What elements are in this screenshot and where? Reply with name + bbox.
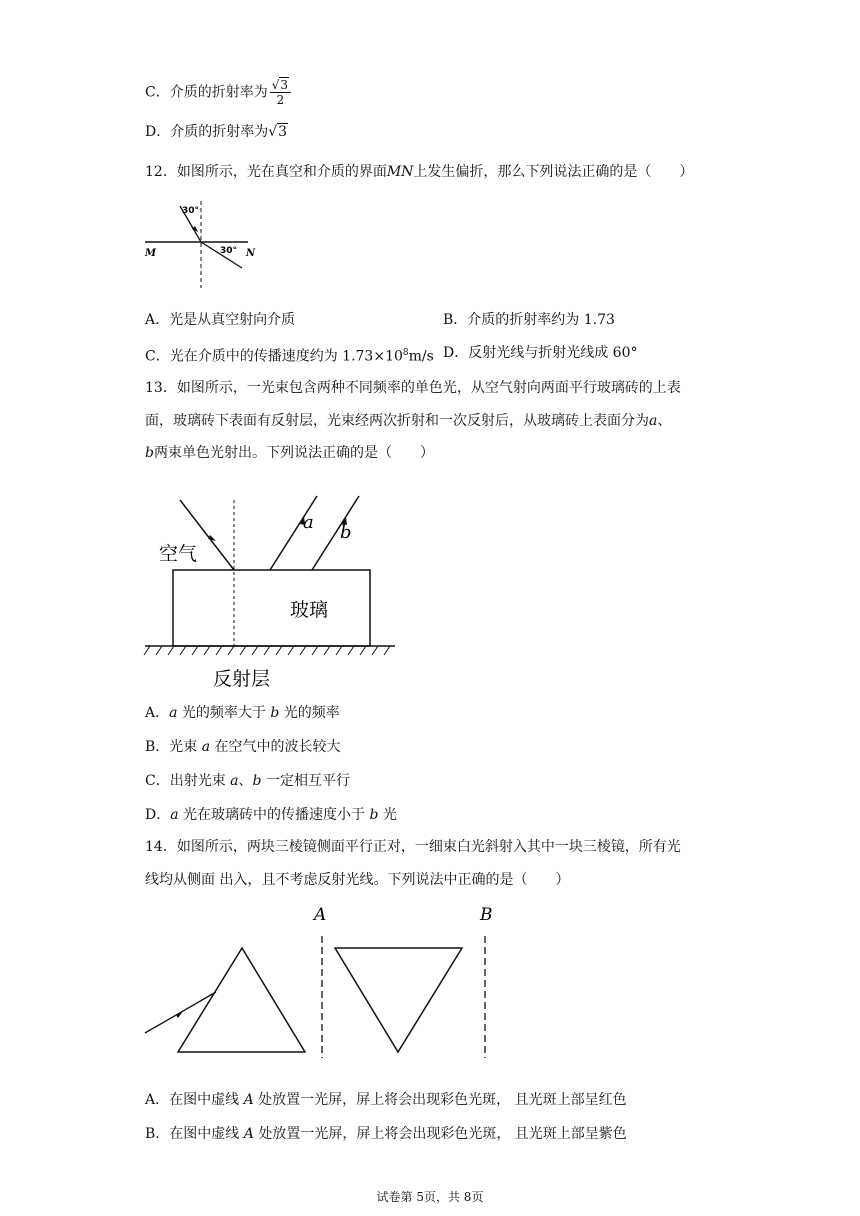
q13-option-b-a: a <box>201 739 211 755</box>
q13-stem-line1: 13．如图所示，一光束包含两种不同频率的单色光，从空气射向两面平行玻璃砖的上表 <box>145 380 681 396</box>
q11-option-c <box>145 78 291 107</box>
q13-label-glass: 玻璃 <box>290 599 329 621</box>
q12-figure <box>140 196 265 296</box>
q11-option-c-text: C．介质的折射率为 <box>145 84 268 101</box>
q13-label-reflect: 反射层 <box>213 668 271 690</box>
q13-option-a <box>145 703 340 723</box>
q13-label-air: 空气 <box>159 543 198 565</box>
q13-option-a-post: 光的频率 <box>279 705 340 721</box>
q14-prism-left <box>178 948 305 1052</box>
q13-stem-line3 <box>145 443 434 463</box>
q11-frac-denominator: 2 <box>276 93 285 107</box>
q13-option-a-mid: 光的频率大于 <box>177 705 271 721</box>
q13-label-b: b <box>340 522 352 543</box>
q13-option-d-mid: 光在玻璃砖中的传播速度小于 <box>178 807 370 823</box>
q12-stem-pre: 12．如图所示，光在真空和介质的界面 <box>145 164 387 180</box>
q12-option-a: A．光是从真空射向介质 <box>145 312 296 328</box>
q13-option-a-prefix: A． <box>145 705 170 721</box>
q13-option-d-post: 光 <box>378 807 397 823</box>
q13-option-a-a: a <box>169 705 178 721</box>
q13-figure <box>140 488 400 693</box>
q12-option-c-exp: 8 <box>402 348 409 358</box>
q12-option-b: B．介质的折射率约为 1.73 <box>443 312 615 328</box>
q14-option-b <box>145 1124 627 1144</box>
q14-label-b: B <box>480 905 493 925</box>
q13-option-d-b: b <box>369 807 379 823</box>
q11-frac-numerator: 3 <box>280 78 289 92</box>
q13-stem-b: b <box>145 445 154 461</box>
q13-ray-a <box>270 496 317 570</box>
q12-option-d: D．反射光线与折射光线成 60° <box>443 345 638 361</box>
q12-option-c <box>145 343 434 367</box>
q11-option-d-text: D．介质的折射率为 <box>145 124 269 140</box>
q13-option-a-b: b <box>270 705 280 721</box>
q13-option-c-b: b <box>252 773 262 789</box>
q13-ray-b <box>312 496 359 570</box>
q12-stem <box>145 162 693 182</box>
q12-stem-post: 上发生偏折，那么下列说法正确的是（ ） <box>413 164 694 180</box>
q12-angle-right: 30° <box>220 246 238 256</box>
q13-option-b <box>145 737 341 757</box>
q13-option-c-prefix: C．出射光束 <box>145 773 231 789</box>
page-footer: 试卷第 5页，共 8页 <box>376 1190 484 1204</box>
q14-option-a-prefix: A．在图中虚线 <box>145 1092 244 1108</box>
q14-option-b-prefix: B．在图中虚线 <box>145 1126 244 1142</box>
q14-option-a <box>145 1090 627 1110</box>
q13-incident-arrow-icon <box>208 535 216 541</box>
q12-label-m: M <box>145 248 157 259</box>
q13-stem-line2 <box>145 411 671 431</box>
q11-sqrt-value: 3 <box>278 124 288 140</box>
q11-fraction: $\frac{√3}{2}$ <box>270 78 291 107</box>
q14-option-b-label: A <box>243 1126 254 1142</box>
q13-option-d-a: a <box>170 807 179 823</box>
q14-label-a: A <box>314 905 327 925</box>
q14-option-a-label: A <box>243 1092 254 1108</box>
q13-stem-line2-text: 面，玻璃砖下表面有反射层，光束经两次折射和一次反射后，从玻璃砖上表面分为 <box>145 413 649 429</box>
q14-prism-right <box>335 948 462 1052</box>
q13-stem-line3-text: 两束单色光射出。下列说法正确的是（ ） <box>153 445 434 461</box>
q14-figure <box>140 900 510 1060</box>
q12-label-n: N <box>246 248 256 259</box>
q14-option-a-post: 处放置一光屏，屏上将会出现彩色光斑， 且光斑上部呈红色 <box>253 1092 627 1108</box>
q13-option-c-mid: 、 <box>238 773 253 789</box>
q14-option-b-post: 处放置一光屏，屏上将会出现彩色光斑， 且光斑上部呈紫色 <box>253 1126 627 1142</box>
q12-option-c-unit: m/s <box>408 348 434 365</box>
q12-angle-top: 30° <box>182 206 200 216</box>
q13-option-b-prefix: B．光束 <box>145 739 202 755</box>
q13-label-a: a <box>303 512 314 533</box>
q13-hatch <box>144 646 390 655</box>
q11-option-d: D．介质的折射率为√3 <box>145 124 288 140</box>
q13-option-c <box>145 771 350 791</box>
q14-stem-line1: 14．如图所示，两块三棱镜侧面平行正对，一细束白光斜射入其中一块三棱镜，所有光 <box>145 839 681 855</box>
q13-stem-a: a <box>649 413 658 429</box>
q13-option-c-a: a <box>230 773 239 789</box>
q13-stem-sep: 、 <box>657 413 672 429</box>
q14-stem-line2: 线均从侧面 出入，且不考虑反射光线。下列说法中正确的是（ ） <box>145 872 570 888</box>
q13-option-b-post: 在空气中的波长较大 <box>210 739 341 755</box>
q13-glass-block <box>173 570 370 646</box>
q13-option-d-prefix: D． <box>145 807 171 823</box>
q13-option-c-post: 一定相互平行 <box>261 773 350 789</box>
q12-stem-mn: MN <box>386 164 414 180</box>
q12-option-c-text: C．光在介质中的传播速度约为 1.73×10 <box>145 348 403 365</box>
q13-option-d <box>145 805 397 825</box>
